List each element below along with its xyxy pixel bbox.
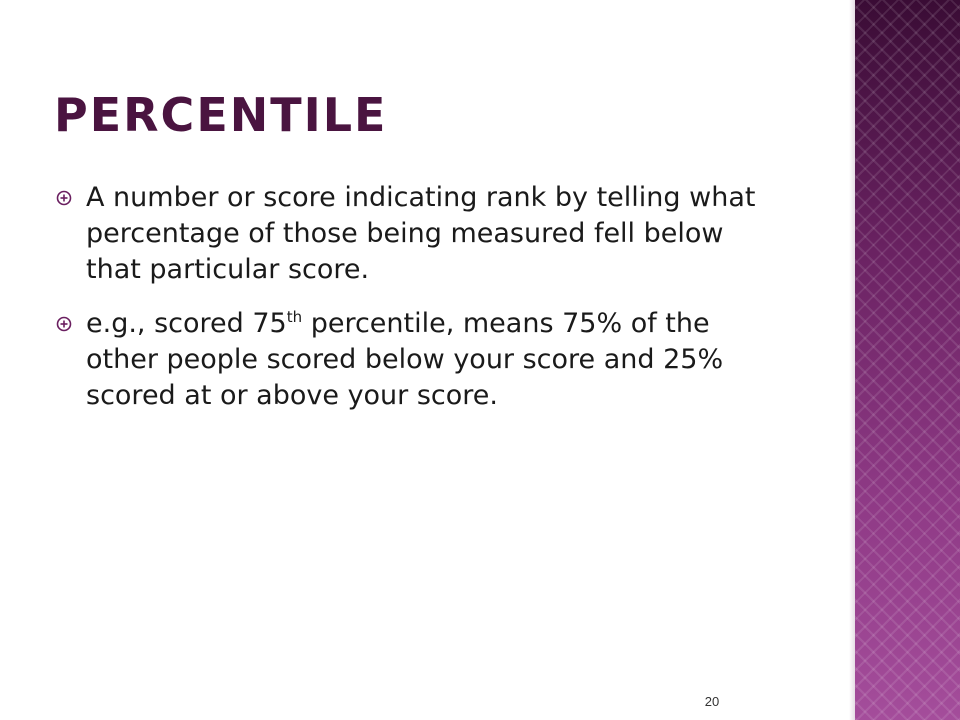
slide-title: PERCENTILE [54,88,388,142]
circled-plus-icon [56,306,86,342]
page-number: 20 [704,694,720,709]
bullet-text-before-sup: e.g., scored 75 [86,308,287,339]
decorative-side-panel [855,0,960,720]
bullet-text-main: A number or score indicating rank by telling what percentage of those being measured fell below that particular score. [86,182,756,285]
ordinal-superscript: th [286,308,303,326]
bullet-list [56,180,786,432]
bullet-text [86,306,786,414]
bullet-text-after-sup: percentile, means 75% of the other people scored below your score and 25% scored at or above your score. [86,308,724,411]
bullet-item [56,180,786,288]
bullet-text [86,180,786,288]
bullet-item [56,306,786,414]
circled-plus-icon [56,180,86,216]
